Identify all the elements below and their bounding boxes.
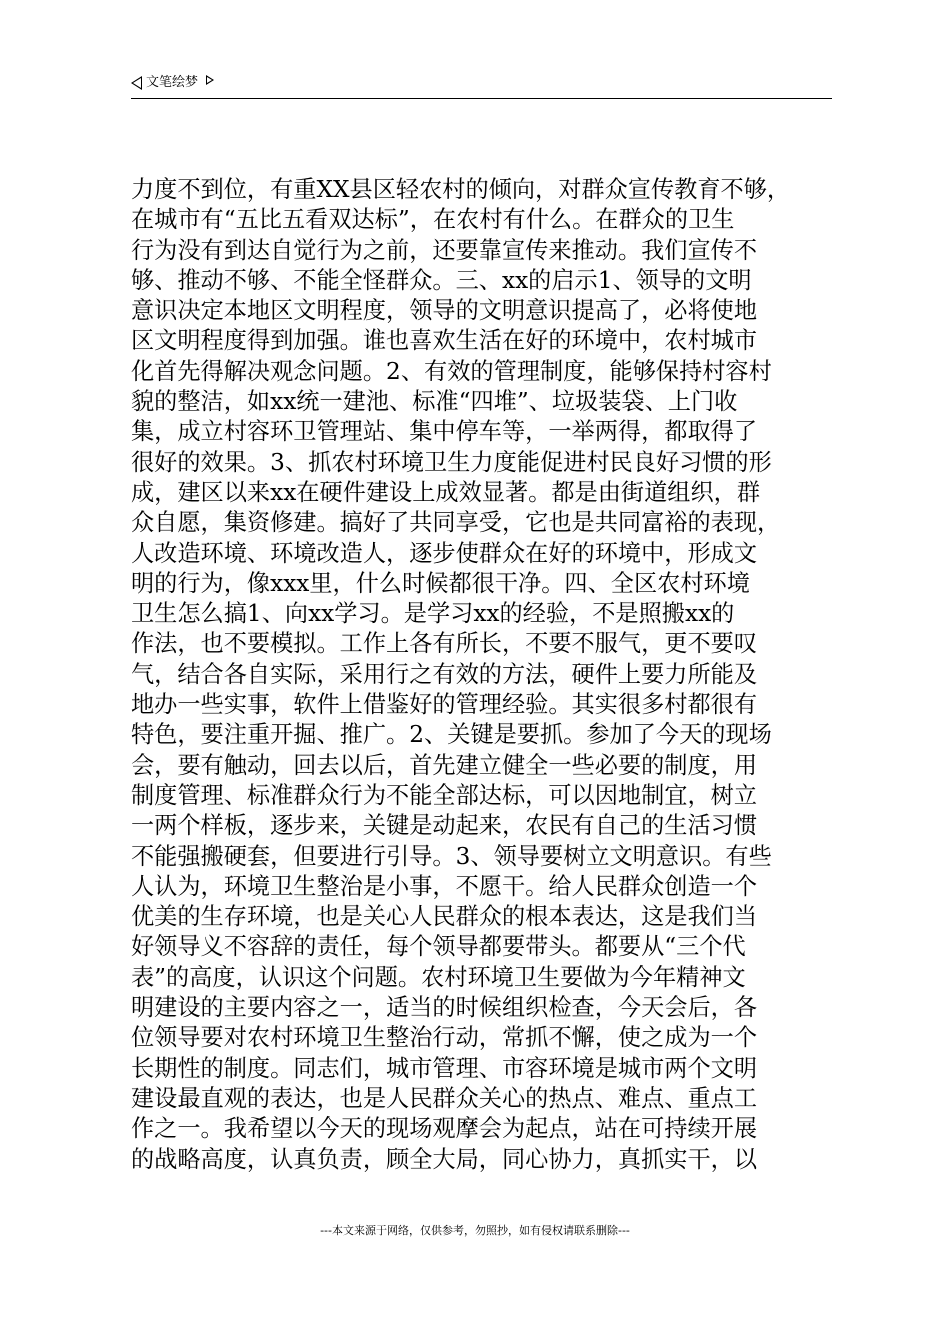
body-line: 特色，要注重开掘、推广。2、关键是要抓。参加了今天的现场: [131, 721, 772, 749]
body-line: 力度不到位，有重XX县区轻农村的倾向，对群众宣传教育不够，: [131, 176, 791, 203]
body-line: 会，要有触动，回去以后，首先建立健全一些必要的制度，用: [131, 751, 758, 779]
body-line: 区文明程度得到加强。谁也喜欢生活在好的环境中，农村城市: [131, 327, 758, 355]
body-line: 明建设的主要内容之一，适当的时候组织检查，今天会后，各: [131, 994, 758, 1022]
document-body: [131, 175, 832, 1175]
body-line: 作之一。我希望以今天的现场观摩会为起点，站在可持续开展: [131, 1115, 758, 1143]
body-line: 优美的生存环境，也是关心人民群众的根本表达，这是我们当: [131, 903, 758, 931]
body-line: 人认为，环境卫生整治是小事，不愿干。给人民群众创造一个: [131, 872, 758, 900]
body-line: 成，建区以来xx在硬件建设上成效显著。都是由街道组织，群: [131, 478, 761, 506]
body-line: 地办一些实事，软件上借鉴好的管理经验。其实很多村都很有: [131, 691, 758, 719]
body-line: 众自愿，集资修建。搞好了共同享受，它也是共同富裕的表现，: [131, 509, 781, 537]
body-line: 人改造环境、环境改造人，逐步使群众在好的环境中，形成文: [131, 539, 758, 567]
header-title: 文笔绘梦: [146, 75, 199, 90]
body-line: 在城市有“五比五看双达标”，在农村有什么。在群众的卫生: [131, 206, 735, 234]
body-line: 作法，也不要模拟。工作上各有所长，不要不服气，更不要叹: [131, 630, 758, 658]
body-line: 集，成立村容环卫管理站、集中停车等，一举两得，都取得了: [131, 418, 758, 446]
body-line: 很好的效果。3、抓农村环境卫生力度能促进村民良好习惯的形: [131, 448, 772, 476]
body-line: 明的行为，像xxx里，什么时候都很干净。四、全区农村环境: [131, 569, 750, 597]
body-line: 意识决定本地区文明程度，领导的文明意识提高了，必将使地: [131, 297, 758, 325]
body-line: 卫生怎么搞1、向xx学习。是学习xx的经验，不是照搬xx的: [131, 600, 735, 628]
header-brand: [131, 75, 214, 91]
body-line: 一两个样板，逐步来，关键是动起来，农民有自己的生活习惯: [131, 812, 758, 840]
body-line: 貌的整洁，如xx统一建池、标准“四堆”、垃圾装袋、上门收: [131, 388, 738, 416]
body-line: 的战略高度，认真负责，顾全大局，同心协力，真抓实干，以: [131, 1145, 758, 1173]
body-line: 不能强搬硬套，但要进行引导。3、领导要树立文明意识。有些: [131, 842, 772, 870]
body-line: 长期性的制度。同志们，城市管理、市容环境是城市两个文明: [131, 1054, 758, 1082]
footer-notice: ---本文来源于网络，仅供参考，勿照抄，如有侵权请联系删除---: [320, 1224, 630, 1237]
body-line: 位领导要对农村环境卫生整治行动，常抓不懈，使之成为一个: [131, 1024, 758, 1052]
body-line: 化首先得解决观念问题。2、有效的管理制度，能够保持村容村: [131, 357, 772, 385]
body-line: 气，结合各自实际，采用行之有效的方法，硬件上要力所能及: [131, 660, 758, 688]
body-line: 好领导义不容辞的责任，每个领导都要带头。都要从“三个代: [131, 933, 746, 961]
triangle-left-icon: [131, 76, 142, 90]
body-line: 建设最直观的表达，也是人民群众关心的热点、难点、重点工: [131, 1084, 758, 1112]
triangle-right-icon: [206, 75, 214, 85]
body-line: 制度管理、标准群众行为不能全部达标，可以因地制宜，树立: [131, 781, 758, 809]
page-header: [131, 72, 832, 99]
body-line: 行为没有到达自觉行为之前，还要靠宣传来推动。我们宣传不: [131, 236, 758, 264]
body-line: 够、推动不够、不能全怪群众。三、xx的启示1、领导的文明: [131, 266, 752, 294]
body-line: 表”的高度，认识这个问题。农村环境卫生要做为今年精神文: [131, 963, 746, 991]
